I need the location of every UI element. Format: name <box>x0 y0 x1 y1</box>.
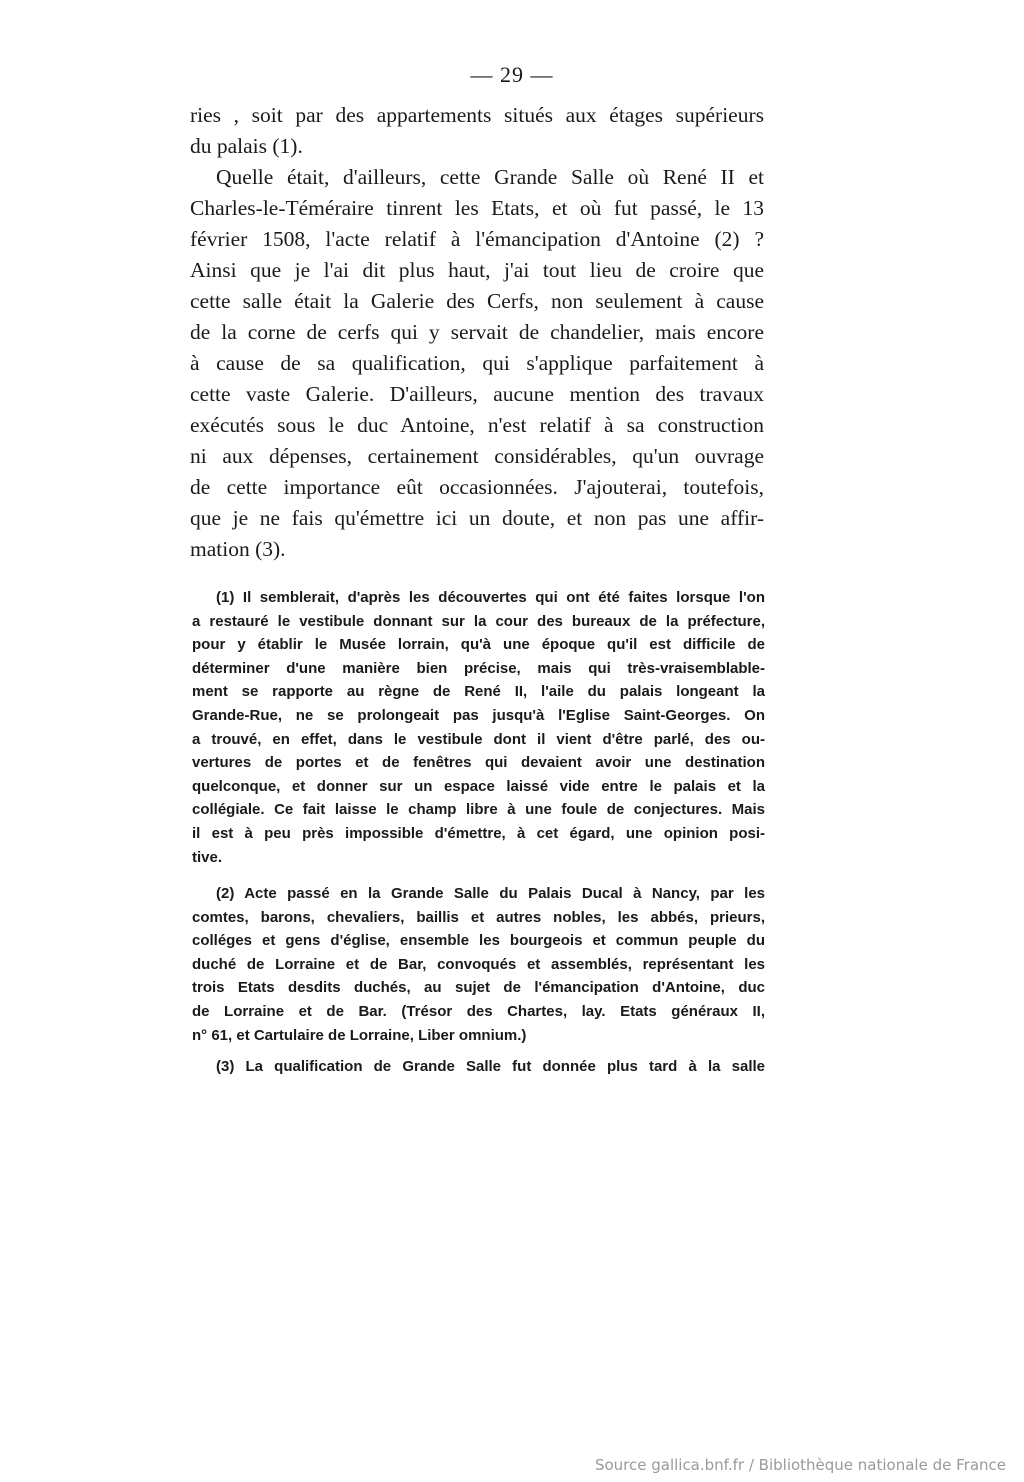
footnote-line: tive. <box>192 848 223 866</box>
footnote-1 <box>192 586 765 869</box>
footnote-line: (3) La qualification de Grande Salle fut donnée plus tard à la salle <box>216 1058 765 1075</box>
footnote-line: déterminer d'une manière bien précise, mais qui très-vraisemblable- <box>192 659 765 677</box>
text-line: ni aux dépenses, certainement considérables, qu'un ouvrage <box>190 444 764 468</box>
text-line: ries , soit par des appartements situés aux étages supérieurs <box>190 103 764 127</box>
footnote-line: comtes, barons, chevaliers, baillis et autres nobles, les abbés, prieurs, <box>192 908 765 926</box>
footnote-line: quelconque, et donner sur un espace laissé vide entre le palais et la <box>192 777 765 795</box>
text-line: de la corne de cerfs qui y servait de chandelier, mais encore <box>190 320 764 344</box>
text-line: cette salle était la Galerie des Cerfs, non seulement à cause <box>190 289 764 313</box>
main-text-block <box>190 100 764 565</box>
footnote-line: ment se rapporte au règne de René II, l'aile du palais longeant la <box>192 683 765 701</box>
text-line: février 1508, l'acte relatif à l'émancipation d'Antoine (2) ? <box>190 227 764 251</box>
text-line: exécutés sous le duc Antoine, n'est relatif à sa construction <box>190 413 764 437</box>
footnote-line: a trouvé, en effet, dans le vestibule dont il vient d'être parlé, des ou- <box>192 730 765 748</box>
text-line: que je ne fais qu'émettre ici un doute, et non pas une affir- <box>190 506 764 530</box>
footnote-2 <box>192 882 765 1047</box>
footnote-line: duché de Lorraine et de Bar, convoqués et assemblés, représentant les <box>192 955 765 973</box>
footnote-line: trois Etats desdits duchés, au sujet de l'émancipation d'Antoine, duc <box>192 979 765 997</box>
text-line: Charles-le-Téméraire tinrent les Etats, et où fut passé, le 13 <box>190 196 764 220</box>
text-line: mation (3). <box>190 537 286 561</box>
footnote-line: de Lorraine et de Bar. (Trésor des Chartes, lay. Etats généraux II, <box>192 1002 765 1020</box>
footnote-line: a restauré le vestibule donnant sur la cour des bureaux de la préfecture, <box>192 612 765 630</box>
page-number: — 29 — <box>470 62 554 87</box>
text-line: cette vaste Galerie. D'ailleurs, aucune mention des travaux <box>190 382 764 406</box>
footnote-line: collégiale. Ce fait laisse le champ libre à une foule de conjectures. Mais <box>192 801 765 819</box>
text-line: du palais (1). <box>190 134 303 158</box>
footnote-line: (2) Acte passé en la Grande Salle du Palais Ducal à Nancy, par les <box>216 885 765 902</box>
footnote-line: n° 61, et Cartulaire de Lorraine, Liber omnium.) <box>192 1026 527 1044</box>
text-line: Quelle était, d'ailleurs, cette Grande Salle où René II et <box>216 165 764 189</box>
footnote-line: colléges et gens d'église, ensemble les bourgeois et commun peuple du <box>192 932 765 950</box>
footnote-line: il est à peu près impossible d'émettre, à cet égard, une opinion posi- <box>192 824 765 842</box>
footnote-line: pour y établir le Musée lorrain, qu'à une époque qu'il est difficile de <box>192 636 765 654</box>
footnote-3 <box>192 1055 765 1079</box>
footnote-line: vertures de portes et de fenêtres qui devaient avoir une destination <box>192 754 765 772</box>
text-line: de cette importance eût occasionnées. J'ajouterai, toutefois, <box>190 475 764 499</box>
footnote-line: (1) Il semblerait, d'après les découvertes qui ont été faites lorsque l'on <box>216 589 765 606</box>
source-attribution: Source gallica.bnf.fr / Bibliothèque nationale de France <box>594 1456 1006 1474</box>
text-line: Ainsi que je l'ai dit plus haut, j'ai tout lieu de croire que <box>190 258 764 282</box>
footnote-line: Grande-Rue, ne se prolongeait pas jusqu'à l'Eglise Saint-Georges. On <box>192 706 765 724</box>
text-line: à cause de sa qualification, qui s'applique parfaitement à <box>190 351 764 375</box>
